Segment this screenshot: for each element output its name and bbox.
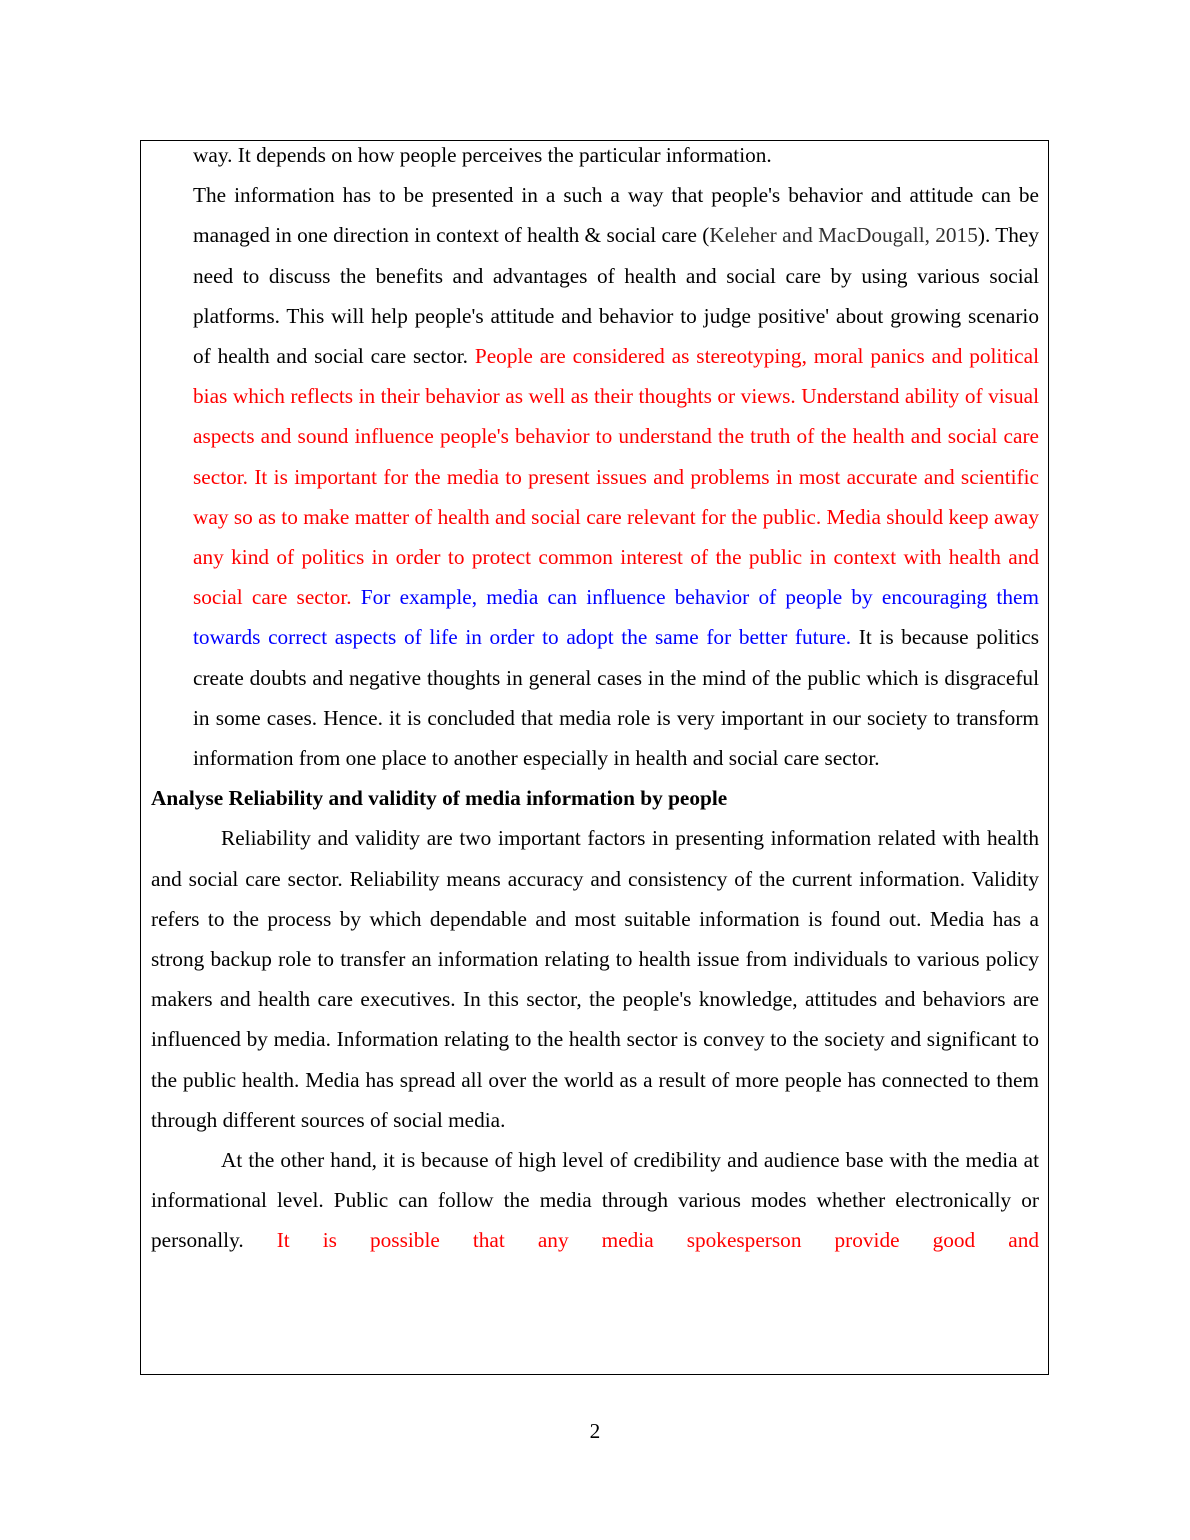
highlighted-text-red-spokesperson: It is possible that any media spokesperson provide good and — [276, 1228, 1039, 1253]
citation-keleher-macdougall: Keleher and MacDougall, 2015 — [709, 223, 978, 248]
page-content-frame — [140, 140, 1049, 1375]
page-number: 2 — [589, 1419, 601, 1443]
paragraph-reliability-validity — [151, 818, 1039, 1140]
highlighted-text-blue: For example, media can influence behavior of people by encouraging them towards correct aspects of life in order to adopt the same for better future. — [193, 585, 1039, 650]
highlighted-text-red: People are considered as stereotyping, moral panics and political bias which reflects in their behavior as well as their thoughts or views. Understand ability of visual aspects and sound influence people's behavior to understand the truth of the health and social care sector. It is important for the media to present issues and problems in most accurate and scientific way so as to make matter of health and social care relevant for the public. Media should keep away any kind of politics in order to protect common interest of the public in context with health and social care sector. — [193, 344, 1039, 610]
indented-section — [151, 140, 1039, 778]
document-body — [151, 140, 1039, 1261]
paragraph-credibility-text: At the other hand, it is because of high level of credibility and audience base with the media at informational level. Public can follow the media through various modes whether electronically or personally. — [151, 1148, 1039, 1253]
paragraph-credibility — [151, 1140, 1039, 1261]
paragraph-media-presentation — [193, 175, 1039, 778]
paragraph-text-intro: The information has to be presented in a such a way that people's behavior and attitude can be managed in one direction in context of health & social care ( — [193, 183, 1039, 248]
paragraph-text-conclusion: It is because politics create doubts and negative thoughts in general cases in the mind of the public which is disgraceful in some cases. Hence. it is concluded that media role is very important in our society to transform information from one place to another especially in health and social care sector. — [193, 625, 1039, 771]
section-heading: Analyse Reliability and validity of media information by people — [151, 786, 728, 811]
paragraph-text-benefits: ). They need to discuss the benefits and advantages of health and social care by using various social platforms. This will help people's attitude and behavior to judge positive' about growing scenario of health and social care sector. — [193, 223, 1039, 369]
paragraph-reliability-text: Reliability and validity are two important factors in presenting information related with health and social care sector. Reliability means accuracy and consistency of the current information. Validity refers to the process by which dependable and most suitable information is found out. Media has a strong backup role to transfer an information relating to health issue from individuals to various policy makers and health care executives. In this sector, the people's knowledge, attitudes and behaviors are influenced by media. Information relating to the health sector is convey to the society and significant to the public health. Media has spread all over the world as a result of more people has connected to them through different sources of social media. — [151, 826, 1039, 1132]
paragraph-continuation — [193, 140, 1039, 175]
paragraph-continuation-text: way. It depends on how people perceives the particular information. — [193, 143, 772, 167]
